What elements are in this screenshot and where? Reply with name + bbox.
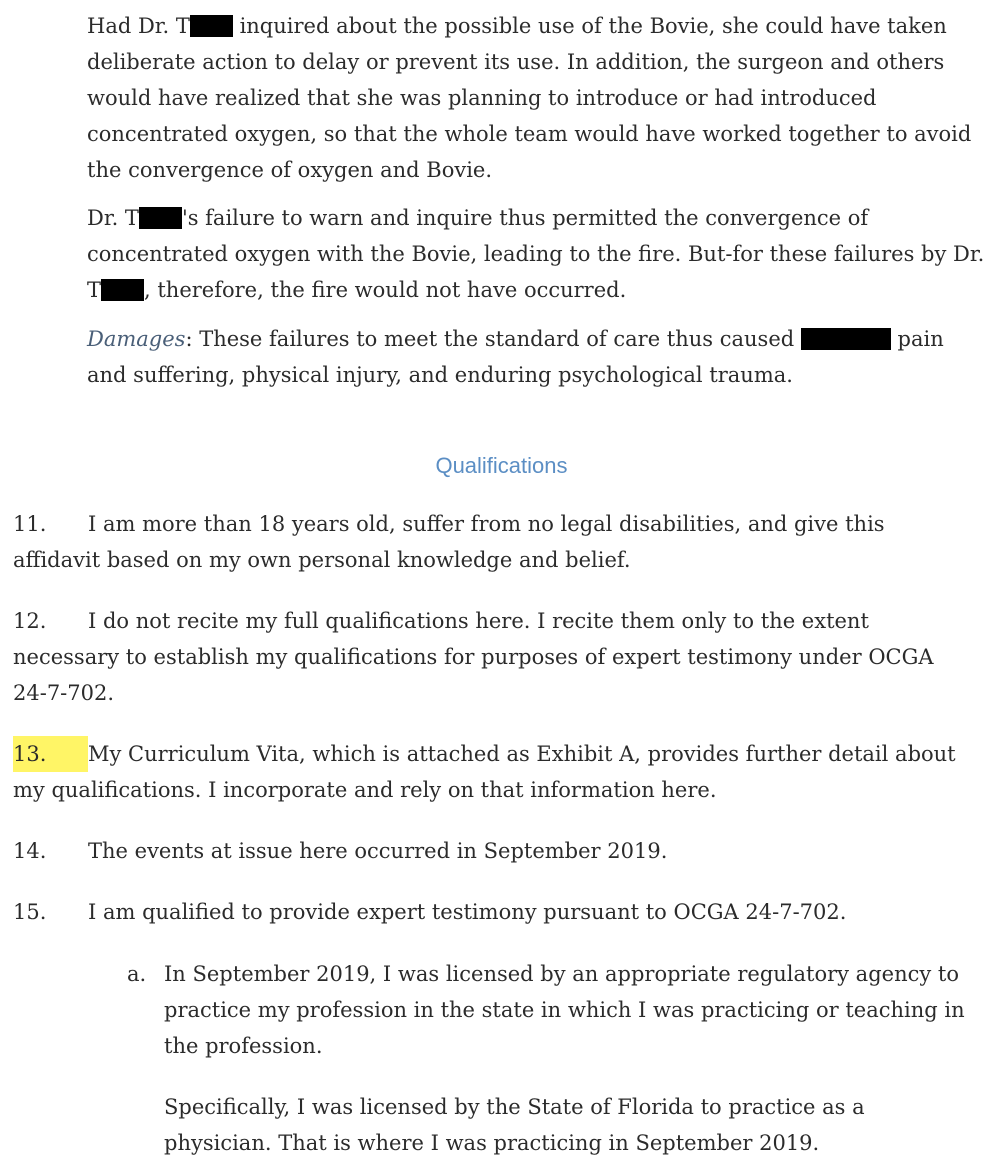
- para-text: inquired about the possible use of the Bovie, she could have taken deliberate action to delay or prevent its use. In addition, the surgeon and others would have realized that she was planning to introduce or had introduced concentrated oxygen, so that the whole team would have worked together to avoid the convergence of oxygen and Bovie.: [87, 14, 972, 182]
- para-text: : These failures to meet the standard of care thus caused: [185, 327, 801, 351]
- redaction-bar: [139, 207, 182, 229]
- paragraph-causation-2: [87, 200, 987, 308]
- sub-item-continuation: Specifically, I was licensed by the State of Florida to practice as a physician. That is where I was practicing in September 2019.: [164, 1095, 865, 1155]
- paragraph-text: The events at issue here occurred in September 2019.: [88, 839, 668, 863]
- sub-item: [127, 956, 997, 1064]
- numbered-paragraph: [13, 506, 973, 578]
- paragraph-text: I am qualified to provide expert testimony pursuant to OCGA 24-7-702.: [88, 900, 847, 924]
- numbered-paragraph: [13, 603, 973, 711]
- paragraph-text: I do not recite my full qualifications here. I recite them only to the extent necessary to establish my qualifications for purposes of expert testimony under OCGA 24-7-702.: [13, 609, 934, 705]
- redaction-bar: [190, 15, 233, 37]
- para-text: , therefore, the fire would not have occurred.: [144, 278, 627, 302]
- sub-item-text: In September 2019, I was licensed by an appropriate regulatory agency to practice my profession in the state in which I was practicing or teaching in the profession.: [164, 962, 965, 1058]
- paragraph-number-highlighted: 13.: [13, 736, 88, 772]
- paragraph-number: 12.: [13, 609, 47, 633]
- numbered-paragraph: [13, 736, 973, 808]
- section-heading: Qualifications: [435, 453, 568, 478]
- sub-item-letter: a.: [127, 962, 147, 986]
- damages-label: Damages: [87, 327, 186, 351]
- para-text: Had Dr. T: [87, 14, 190, 38]
- redaction-bar: [101, 279, 144, 301]
- paragraph-text: My Curriculum Vita, which is attached as Exhibit A, provides further detail about my qualifications. I incorporate and rely on that information here.: [13, 742, 956, 802]
- paragraph-damages: [87, 321, 987, 393]
- para-text: pain and suffering, physical injury, and enduring psychological trauma.: [87, 327, 944, 387]
- numbered-paragraph: [13, 894, 973, 930]
- numbered-paragraph: [13, 833, 973, 869]
- paragraph-number: 14.: [13, 839, 47, 863]
- paragraph-number: 11.: [13, 512, 47, 536]
- para-text: Dr. T: [87, 206, 139, 230]
- paragraph-number: 15.: [13, 900, 47, 924]
- para-text: 's failure to warn and inquire thus permitted the convergence of concentrated oxygen with the Bovie, leading to the fire. But-for these failures by Dr. T: [87, 206, 985, 302]
- paragraph-causation-1: [87, 8, 987, 188]
- redaction-bar: [801, 328, 891, 350]
- paragraph-text: I am more than 18 years old, suffer from no legal disabilities, and give this affidavit based on my own personal knowledge and belief.: [13, 512, 885, 572]
